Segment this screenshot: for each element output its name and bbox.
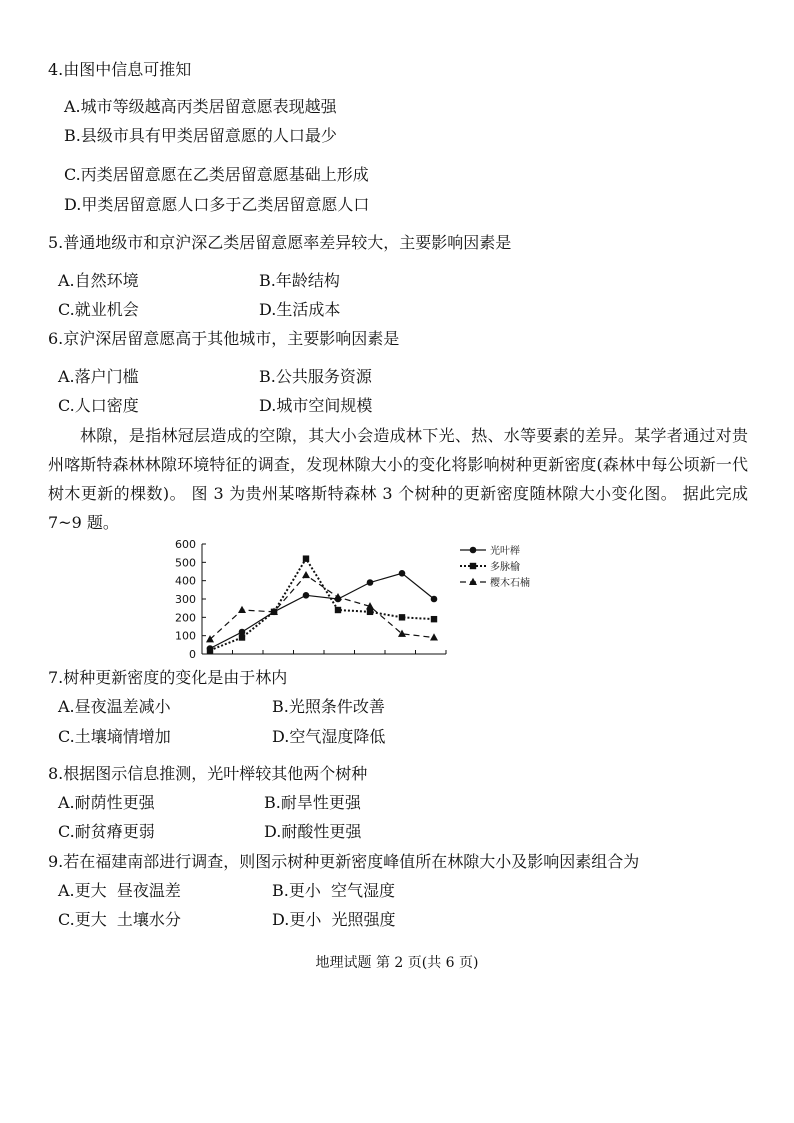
q8-option-d: D.耐酸性更强 [264,822,362,841]
data-point [431,616,437,622]
q7-option-a: A.昼夜温差减小 [58,697,171,716]
q4-stem: 4.由图中信息可推知 [48,60,192,79]
data-point [334,593,342,600]
data-point [430,633,438,640]
q6-option-b: B.公共服务资源 [259,367,372,386]
legend-label: 樱木石楠 [490,578,530,589]
q9-option-b: B.更小 空气湿度 [272,881,396,900]
q8-option-a: A.耐荫性更强 [58,793,155,812]
legend-marker [470,547,477,554]
q8-option-b: B.耐旱性更强 [264,793,361,812]
y-tick-label: 500 [175,556,196,570]
data-point [302,571,310,578]
y-tick-label: 200 [175,611,196,625]
data-point [335,607,341,613]
data-point [207,647,213,653]
q4-option-d: D.甲类居留意愿人口多于乙类居留意愿人口 [64,195,370,214]
q4-option-a: A.城市等级越高丙类居留意愿表现越强 [64,97,337,116]
y-tick-label: 0 [189,648,196,661]
q9-option-a: A.更大 昼夜温差 [58,881,181,900]
q4-option-b: B.县级市具有甲类居留意愿的人口最少 [64,126,337,145]
data-point [239,634,245,640]
intro-paragraph: 林隙，是指林冠层造成的空隙，其大小会造成林下光、热、水等要素的差异。某学者通过对贵州喀斯特森林林隙环境特征的调查，发现林隙大小的变化将影响树种更新密度(森林中每公顷新一代树木更新的棵数)。 图 3 为贵州某喀斯特森林 3 个树种的更新密度随林隙大小变化图。 据此完成 7~9 题。 [48,426,748,532]
q9-option-c: C.更大 土壤水分 [58,910,181,929]
q5-option-c: C.就业机会 [58,300,139,319]
q8-stem: 8.根据图示信息推测，光叶榉较其他两个树种 [48,764,368,783]
y-tick-label: 400 [175,574,196,588]
q6-option-d: D.城市空间规模 [259,396,373,415]
q5-option-a: A.自然环境 [58,271,139,290]
data-point [303,592,310,599]
y-tick-label: 100 [175,629,196,643]
q6-stem: 6.京沪深居留意愿高于其他城市，主要影响因素是 [48,329,400,348]
q5-option-d: D.生活成本 [259,300,341,319]
q7-stem: 7.树种更新密度的变化是由于林内 [48,668,288,687]
q8-option-c: C.耐贫瘠更弱 [58,822,155,841]
data-point [238,606,246,613]
y-tick-label: 300 [175,593,196,606]
data-point [399,614,405,620]
q6-option-c: C.人口密度 [58,396,139,415]
data-point [367,579,374,586]
legend-label: 多脉榆 [490,562,520,573]
q4-option-c: C.丙类居留意愿在乙类居留意愿基础上形成 [64,165,369,184]
legend-marker [470,563,476,569]
data-point [367,609,373,615]
page-footer: 地理试题 第 2 页(共 6 页) [315,955,479,971]
q9-stem: 9.若在福建南部进行调查，则图示树种更新密度峰值所在林隙大小及影响因素组合为 [48,852,640,871]
legend-label: 光叶榉 [490,546,520,557]
q7-option-b: B.光照条件改善 [272,697,385,716]
q9-option-d: D.更小 光照强度 [272,910,396,929]
data-point [399,570,406,577]
q6-option-a: A.落户门槛 [58,367,139,386]
line-chart [160,536,560,662]
q5-option-b: B.年龄结构 [259,271,340,290]
q7-option-c: C.土壤墒情增加 [58,727,171,746]
q5-stem: 5.普通地级市和京沪深乙类居留意愿率差异较大，主要影响因素是 [48,233,512,252]
y-tick-label: 600 [175,538,196,551]
q7-option-d: D.空气湿度降低 [272,727,386,746]
data-point [431,596,438,603]
data-point [303,555,309,561]
